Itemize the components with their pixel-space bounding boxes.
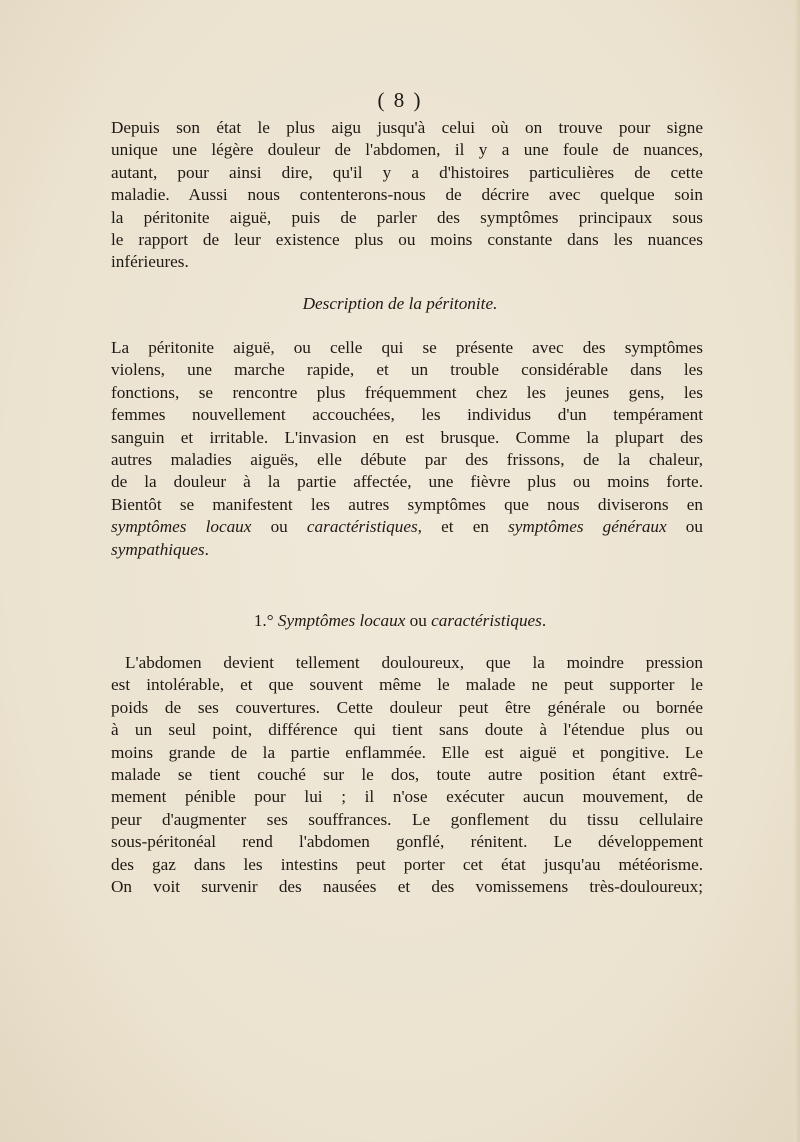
italic-term: caractéristiques (431, 611, 542, 630)
text-line: sous-péritonéal rend l'abdomen gonflé, rénitent. Le développement (111, 832, 703, 852)
text-line: mement pénible pour lui ; il n'ose exécuter aucun mouvement, de (111, 787, 703, 807)
text-line: le rapport de leur existence plus ou moins constante dans les nuances (111, 229, 703, 249)
text-line: Bientôt se manifestent les autres symptômes que nous diviserons en (111, 494, 703, 514)
text-line: malade se tient couché sur le dos, toute autre position étant extrê- (111, 764, 703, 784)
subsection-heading (0, 611, 800, 631)
text-line: maladie. Aussi nous contenterons-nous de décrire avec quelque soin (111, 185, 703, 205)
end-punctuation: . (204, 539, 209, 559)
text-line: femmes nouvellement accouchées, les individus d'un tempérament (111, 405, 703, 425)
text-line: à un seul point, différence qui tient sans doute à l'étendue plus ou (111, 720, 703, 740)
italic-term: symptômes locaux (111, 517, 252, 537)
page-edge (794, 0, 800, 1142)
text-line: inférieures. (111, 252, 189, 272)
connector-text: , et en (417, 517, 509, 537)
page-number: ( 8 ) (377, 88, 423, 112)
text-line: On voit survenir des nausées et des vomissemens très-douloureux; (111, 876, 703, 896)
text-line: unique une légère douleur de l'abdomen, il y a une foule de nuances, (111, 140, 703, 160)
text-line: La péritonite aiguë, ou celle qui se présente avec des symptômes (111, 338, 703, 357)
text-line: poids de ses couvertures. Cette douleur peut être générale ou bornée (111, 697, 703, 717)
description-paragraph (111, 337, 703, 561)
text-line: L'abdomen devient tellement douloureux, que la moindre pression (125, 653, 703, 672)
text-line: la péritonite aiguë, puis de parler des symptômes principaux sous (111, 207, 703, 227)
text-line: moins grande de la partie enflammée. Elle est aiguë et pongitive. Le (111, 742, 703, 762)
text-line-mixed (111, 516, 703, 538)
text-line: autres maladies aiguës, elle débute par des frissons, de la chaleur, (111, 449, 703, 469)
text-line: sanguin et irritable. L'invasion en est brusque. Comme la plupart des (111, 427, 703, 447)
italic-term: Symptômes locaux (277, 611, 406, 630)
text-line: Depuis son état le plus aigu jusqu'à celui où on trouve pour signe (111, 118, 703, 137)
text-line: est intolérable, et que souvent même le malade ne peut supporter le (111, 675, 703, 695)
text-line: fonctions, se rencontre plus fréquemment chez les jeunes gens, les (111, 382, 703, 402)
end-punctuation: . (541, 611, 547, 630)
intro-paragraph (111, 117, 703, 274)
italic-term: symptômes généraux (508, 517, 667, 537)
text-line: peur d'augmenter ses souffrances. Le gonflement du tissu cellulaire (111, 809, 703, 829)
italic-term: sympathiques (111, 539, 205, 559)
local-symptoms-paragraph (111, 652, 703, 898)
section-heading: Description de la péritonite. (302, 294, 498, 313)
text-line-mixed (111, 539, 703, 561)
text-line: violens, une marche rapide, et un trouble considérable dans les (111, 360, 703, 380)
connector-text: ou (666, 517, 703, 537)
connector-text: ou (405, 611, 432, 630)
text-line: autant, pour ainsi dire, qu'il y a d'histoires particulières de cette (111, 162, 703, 182)
connector-text: ou (251, 517, 307, 537)
text-line: de la douleur à la partie affectée, une fièvre plus ou moins forte. (111, 472, 703, 492)
italic-term: caractéristiques (306, 517, 418, 537)
subsection-number: 1.° (253, 611, 274, 630)
text-line: des gaz dans les intestins peut porter cet état jusqu'au météorisme. (111, 854, 703, 874)
